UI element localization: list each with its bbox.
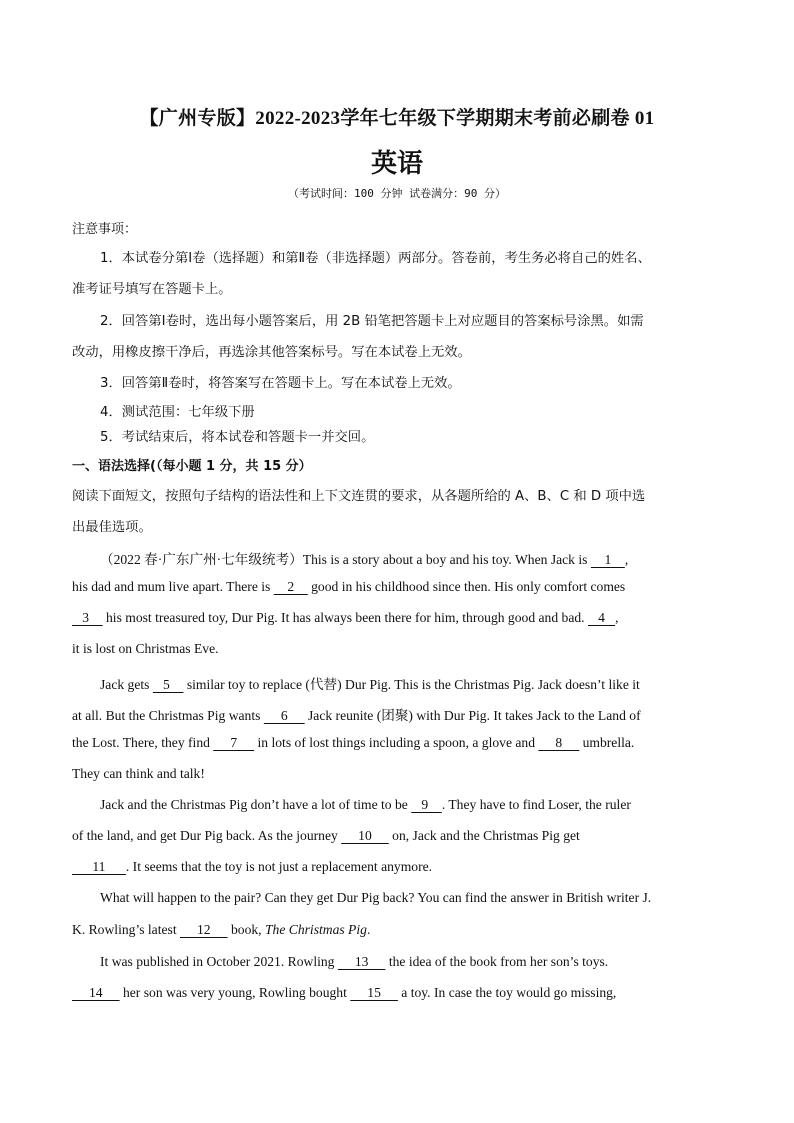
passage-line: Jack gets 5 similar toy to replace (代替) Dur Pig. This is the Christmas Pig. Jack doesn’t like it — [100, 677, 640, 692]
passage-line: it is lost on Christmas Eve. — [72, 641, 219, 656]
notice-item: 5．考试结束后，将本试卷和答题卡一并交回。 — [100, 430, 375, 445]
notice-item: 改动，用橡皮擦干净后，再选涂其他答案标号。写在本试卷上无效。 — [72, 345, 471, 360]
passage-line: at all. But the Christmas Pig wants 6 Jack reunite (团聚) with Dur Pig. It takes Jack to the Land of — [72, 708, 641, 723]
passage-line: 3 his most treasured toy, Dur Pig. It has always been there for him, through good and bad. 4 , — [72, 610, 619, 625]
section-instruction: 阅读下面短文，按照句子结构的语法性和上下文连贯的要求，从各题所给的 A、B、C 和 D 项中选 — [72, 489, 646, 504]
blank-5[interactable]: 5 — [152, 677, 184, 692]
blank-11[interactable]: 11 — [72, 859, 126, 874]
exam-meta: （考试时间：100 分钟 试卷满分：90 分） — [288, 187, 506, 200]
passage-line: the Lost. There, they find 7 in lots of lost things including a spoon, a glove and 8 umbrella. — [72, 735, 635, 750]
passage-line: his dad and mum live apart. There is 2 good in his childhood since then. His only comfort comes — [72, 579, 626, 594]
blank-12[interactable]: 12 — [180, 922, 228, 937]
passage-line: 14 her son was very young, Rowling bought 15 a toy. In case the toy would go missing, — [72, 985, 617, 1000]
blank-14[interactable]: 14 — [72, 985, 120, 1000]
blank-8[interactable]: 8 — [538, 735, 580, 750]
blank-2[interactable]: 2 — [273, 579, 308, 594]
passage-line: （2022 春·广东广州·七年级统考）This is a story about a boy and his toy. When Jack is 1 , — [100, 552, 629, 567]
section-instruction: 出最佳选项。 — [72, 520, 152, 535]
blank-6[interactable]: 6 — [263, 708, 305, 723]
passage-line: It was published in October 2021. Rowling 13 the idea of the book from her son’s toys. — [100, 954, 609, 969]
notice-item: 4．测试范围：七年级下册 — [100, 405, 255, 420]
blank-1[interactable]: 1 — [590, 552, 625, 567]
passage-line: of the land, and get Dur Pig back. As the journey 10 on, Jack and the Christmas Pig get — [72, 828, 580, 843]
notice-item: 3．回答第Ⅱ卷时，将答案写在答题卡上。写在本试卷上无效。 — [100, 376, 461, 391]
subject-title: 英语 — [370, 149, 423, 179]
notice-item: 2．回答第Ⅰ卷时，选出每小题答案后，用 2B 铅笔把答题卡上对应题目的答案标号涂黑。如需 — [100, 314, 644, 329]
notice-item: 准考证号填写在答题卡上。 — [72, 282, 232, 297]
blank-4[interactable]: 4 — [587, 610, 616, 625]
blank-15[interactable]: 15 — [350, 985, 398, 1000]
passage-line: 11 . It seems that the toy is not just a replacement anymore. — [72, 859, 433, 874]
passage-line: Jack and the Christmas Pig don’t have a lot of time to be 9 . They have to find Loser, the ruler — [100, 797, 631, 812]
passage-line: What will happen to the pair? Can they get Dur Pig back? You can find the answer in British writer J. — [100, 890, 652, 905]
blank-3[interactable]: 3 — [72, 610, 103, 625]
book-title: The Christmas Pig — [264, 922, 367, 937]
exam-title: 【广州专版】2022-2023学年七年级下学期期末考前必刷卷 01 — [139, 108, 655, 129]
blank-9[interactable]: 9 — [411, 797, 442, 812]
passage-line: K. Rowling’s latest 12 book, The Christmas Pig. — [72, 922, 371, 937]
blank-10[interactable]: 10 — [341, 828, 389, 843]
notice-item: 1．本试卷分第Ⅰ卷（选择题）和第Ⅱ卷（非选择题）两部分。答卷前，考生务必将自己的姓名、 — [100, 251, 651, 266]
passage-line: They can think and talk! — [72, 766, 205, 781]
blank-13[interactable]: 13 — [337, 954, 386, 969]
section-heading: 一、语法选择(（每小题 1 分，共 15 分） — [72, 459, 312, 474]
notice-heading: 注意事项： — [72, 222, 138, 237]
blank-7[interactable]: 7 — [213, 735, 255, 750]
